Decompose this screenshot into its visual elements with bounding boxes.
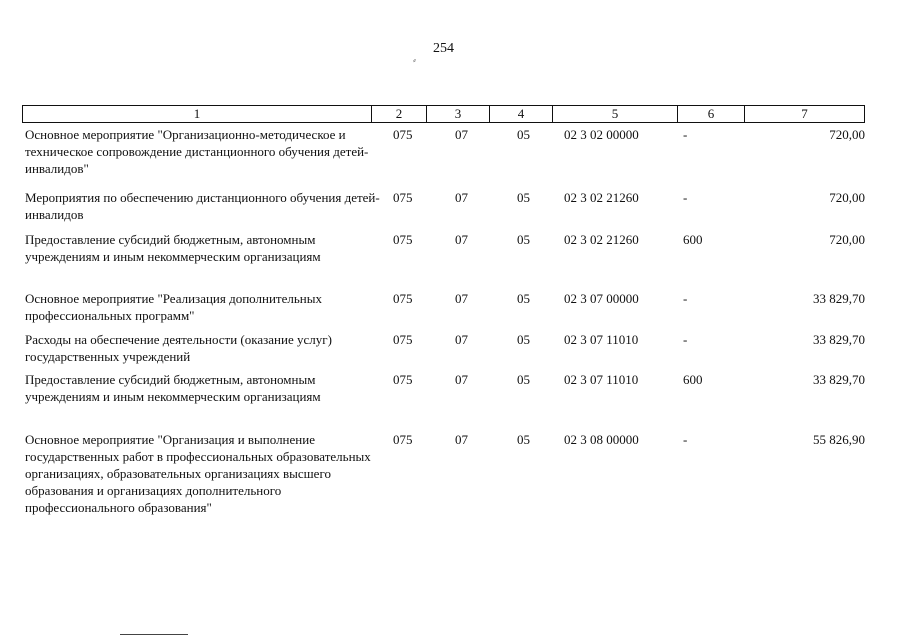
row-section-code: 07 (455, 332, 468, 347)
column-header-6: 6 (678, 106, 745, 123)
row-target-item: 02 3 02 21260 (564, 232, 639, 247)
row-amount: 720,00 (829, 232, 865, 247)
row-name: Предоставление субсидий бюджетным, автономным учреждениям и иным некоммерческим организациям (25, 232, 321, 264)
row-amount: 33 829,70 (813, 291, 865, 306)
row-amount: 33 829,70 (813, 332, 865, 347)
row-ministry-code: 075 (393, 190, 413, 205)
column-header-7: 7 (745, 106, 865, 123)
row-ministry-code: 075 (393, 432, 413, 447)
row-amount: 33 829,70 (813, 372, 865, 387)
row-amount: 720,00 (829, 190, 865, 205)
row-expense-type: - (683, 291, 688, 306)
row-expense-type: 600 (683, 372, 703, 387)
row-expense-type: - (683, 190, 688, 205)
row-target-item: 02 3 02 21260 (564, 190, 639, 205)
row-subsection-code: 05 (517, 332, 530, 347)
scan-mark: ⸗ (413, 55, 416, 65)
row-expense-type: - (683, 332, 688, 347)
column-header-row (23, 106, 865, 123)
row-amount: 720,00 (829, 127, 865, 142)
row-target-item: 02 3 07 11010 (564, 332, 639, 347)
row-expense-type: - (683, 127, 688, 142)
row-name: Мероприятия по обеспечению дистанционного обучения детей-инвалидов (25, 190, 380, 222)
row-section-code: 07 (455, 432, 468, 447)
row-section-code: 07 (455, 291, 468, 306)
row-ministry-code: 075 (393, 232, 413, 247)
row-name: Расходы на обеспечение деятельности (оказание услуг) государственных учреждений (25, 332, 332, 364)
column-header-table (22, 105, 865, 123)
row-subsection-code: 05 (517, 190, 530, 205)
row-name: Основное мероприятие "Организация и выполнение государственных работ в профессиональных образовательных организациях, образовательных организациях высшего образования и организациях дополнительного профессионального образования" (25, 432, 371, 515)
row-section-code: 07 (455, 127, 468, 142)
row-expense-type: - (683, 432, 688, 447)
column-header-3: 3 (427, 106, 490, 123)
row-amount: 55 826,90 (813, 432, 865, 447)
row-subsection-code: 05 (517, 291, 530, 306)
row-section-code: 07 (455, 232, 468, 247)
footer-divider (120, 634, 188, 635)
row-name: Предоставление субсидий бюджетным, автономным учреждениям и иным некоммерческим организациям (25, 372, 321, 404)
row-section-code: 07 (455, 190, 468, 205)
row-subsection-code: 05 (517, 432, 530, 447)
row-ministry-code: 075 (393, 127, 413, 142)
row-ministry-code: 075 (393, 291, 413, 306)
row-ministry-code: 075 (393, 332, 413, 347)
row-section-code: 07 (455, 372, 468, 387)
page-number: 254 (433, 41, 454, 56)
column-header-2: 2 (372, 106, 427, 123)
row-target-item: 02 3 07 11010 (564, 372, 639, 387)
row-subsection-code: 05 (517, 372, 530, 387)
row-subsection-code: 05 (517, 127, 530, 142)
row-target-item: 02 3 08 00000 (564, 432, 639, 447)
row-name: Основное мероприятие "Реализация дополнительных профессиональных программ" (25, 291, 322, 323)
row-target-item: 02 3 07 00000 (564, 291, 639, 306)
row-subsection-code: 05 (517, 232, 530, 247)
column-header-1: 1 (23, 106, 372, 123)
row-expense-type: 600 (683, 232, 703, 247)
column-header-5: 5 (553, 106, 678, 123)
row-ministry-code: 075 (393, 372, 413, 387)
column-header-4: 4 (490, 106, 553, 123)
row-target-item: 02 3 02 00000 (564, 127, 639, 142)
row-name: Основное мероприятие "Организационно-методическое и техническое сопровождение дистанционного обучения детей-инвалидов" (25, 127, 369, 176)
